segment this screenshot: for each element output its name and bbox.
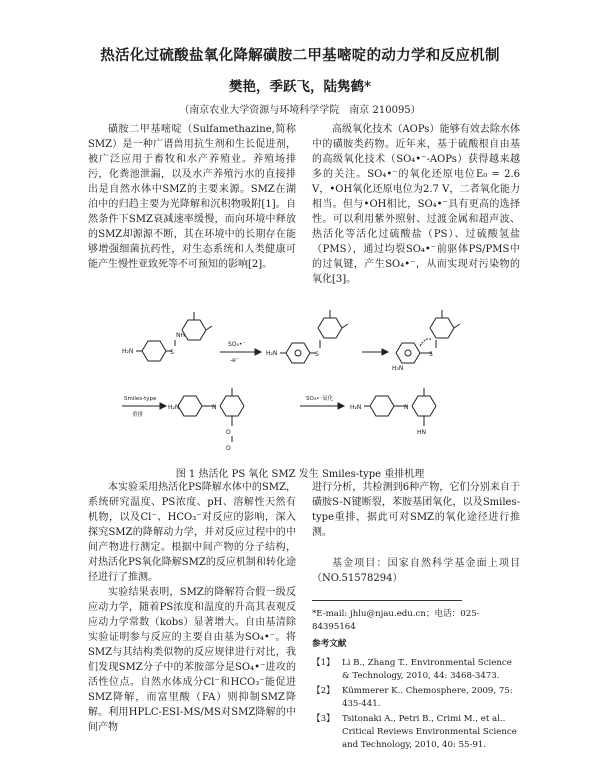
h2n-label-5: H₂N [350, 404, 362, 411]
intro-right-column [312, 122, 520, 287]
s-label-3: S [429, 351, 433, 358]
nh-label-1: NH [176, 332, 185, 339]
label-smiles-sub: 重排 [132, 412, 144, 418]
reference-number: 【1】 [312, 658, 335, 668]
reference-item [312, 657, 520, 683]
smz-molecule [122, 312, 212, 361]
s-label-1: S [170, 349, 174, 356]
h2n-label: H₂N [122, 348, 134, 355]
authors: 樊艳，季跃飞，陆隽鹤* [228, 79, 372, 95]
n-label-2: N [404, 404, 409, 411]
label-so4: SO₄•⁻ [228, 341, 246, 348]
funding-text: 基金项目：国家自然科学基金面上项目（NO.51578294） [312, 558, 520, 584]
reference-item [312, 713, 520, 752]
hn-label: HN [417, 429, 426, 436]
intro-left-column [88, 122, 296, 272]
h2n-label-4: H₂N [168, 404, 180, 411]
body-left-paragraph-1: 本实验采用热活化PS降解水体中的SMZ，系统研究温度、PS浓度、pH、溶解性天然有机物，以及Cl⁻、HCO₃⁻对反应的影响，深入探究SMZ的降解动力学，并对反应过程中的中间产物进行测定。根据中间产物的分子结构，对热活化PS氧化降解SMZ的反应机制和转化途径进行了推测。 [88, 482, 296, 583]
figure-caption: 图 1 热活化 PS 氧化 SMZ 发生 Smiles-type 重排机理 [175, 469, 425, 480]
arrow-head-4 [338, 403, 344, 409]
reference-text: Li B., Zhang T.. Environmental Science & Technology, 2010, 44: 3468-3473. [342, 658, 512, 681]
references-title: 参考文献 [312, 639, 347, 649]
funding-note [312, 556, 520, 586]
body-right-column [312, 480, 520, 540]
body-right-paragraph-1: 进行分析，共检测到6种产物，它们分别来自于磺胺S-N键断裂，苯胺基团氧化，以及Smiles-type重排，据此可对SMZ的氧化途径进行推测。 [312, 482, 520, 538]
reaction-scheme-figure [120, 308, 520, 458]
intro-right-paragraph: 高级氧化技术（AOPs）能够有效去除水体中的磺胺类药物。近年来，基于硫酸根自由基的高级氧化技术（SO₄•⁻-AOPs）获得越来越多的关注。SO₄•⁻的氧化还原电位E₀ = 2.6 V，•OH氧化还原电位为2.7 V，二者氧化能力相当。但与•OH相比，SO₄•⁻具有更高的选择性。可以利用紫外照射、过渡金属和超声波、热活化等活化过硫酸盐（PS）、过硫酸氢盐（PMS），通过均裂SO₄•⁻前驱体PS/PMS中的过氧键，产生SO₄•⁻，从而实现对污染物的氧化[3]。 [312, 124, 520, 285]
reference-number: 【3】 [312, 714, 335, 724]
intro-left-paragraph: 磺胺二甲基嘧啶（Sulfamethazine,简称SMZ）是一种广谱兽用抗生剂和生长促进剂，被广泛应用于畜牧和水产养殖业。养殖场排污，化粪池泄漏，以及水产养殖污水的直接排出是自然水体中SMZ的主要来源。SMZ在湖泊中的归趋主要为光降解和沉积物吸附[1]。自然条件下SMZ衰减速率缓慢，而向环境中释放的SMZ却源源不断，其在环境中的长期存在能够增强细菌抗药性，对生态系统和人类健康可能产生慢性亚致死等不可预知的影响[2]。 [88, 124, 296, 270]
reference-item [312, 685, 520, 711]
label-ox: -e⁻ [230, 357, 240, 364]
o-label-2: O [226, 445, 231, 452]
s-label-2: S [315, 351, 319, 358]
label-smiles: Smiles-type [124, 396, 157, 402]
footnote-divider [312, 600, 462, 601]
reference-number: 【2】 [312, 686, 335, 696]
footnote-block [312, 608, 520, 754]
n-label-1: N [212, 404, 217, 411]
contact-line: *E-mail: jhlu@njau.edu.cn；电话：025-84395164 [312, 609, 480, 632]
affiliation: （南京农业大学资源与环境科学学院 南京 210095） [179, 105, 421, 116]
intermediate-molecule [392, 310, 460, 372]
arrow-head-1 [255, 349, 261, 355]
body-left-column [88, 480, 296, 735]
arrow-head-2 [382, 349, 388, 355]
h2n-label-3: H₂N [392, 365, 404, 372]
o-label-1: O [226, 429, 231, 436]
final-product-molecule [350, 388, 436, 436]
rearranged-molecule [168, 388, 244, 452]
arrow-head-3 [160, 403, 166, 409]
h2n-label-2: H₂N [266, 350, 278, 357]
paper-title: 热活化过硫酸盐氧化降解磺胺二甲基嘧啶的动力学和反应机制 [100, 48, 500, 64]
reference-text: Kümmerer K.. Chemosphere, 2009, 75: 435-441. [342, 686, 513, 709]
label-so4-2: SO₄•⁻氧化 [306, 396, 334, 402]
reference-text: Tsitonaki A., Petri B., Crimi M., et al.. Critical Reviews Environmental Science and Technology, 2010, 40: 55-91. [342, 714, 517, 750]
radical-cation-molecule [266, 310, 348, 363]
body-left-paragraph-2: 实验结果表明，SMZ的降解符合假一级反应动力学，随着PS浓度和温度的升高其表观反应动力学常数（kobs）显著增大。自由基清除实验证明参与反应的主要自由基为SO₄•⁻。将SMZ与其结构类似物的反应规律进行对比，我们发现SMZ分子中的苯胺部分是SO₄•⁻进攻的活性位点。自然水体成分Cl⁻和HCO₃⁻能促进SMZ降解，而富里酸（FA）则抑制SMZ降解。利用HPLC-ESI-MS/MS对SMZ降解的中间产物 [88, 587, 296, 733]
